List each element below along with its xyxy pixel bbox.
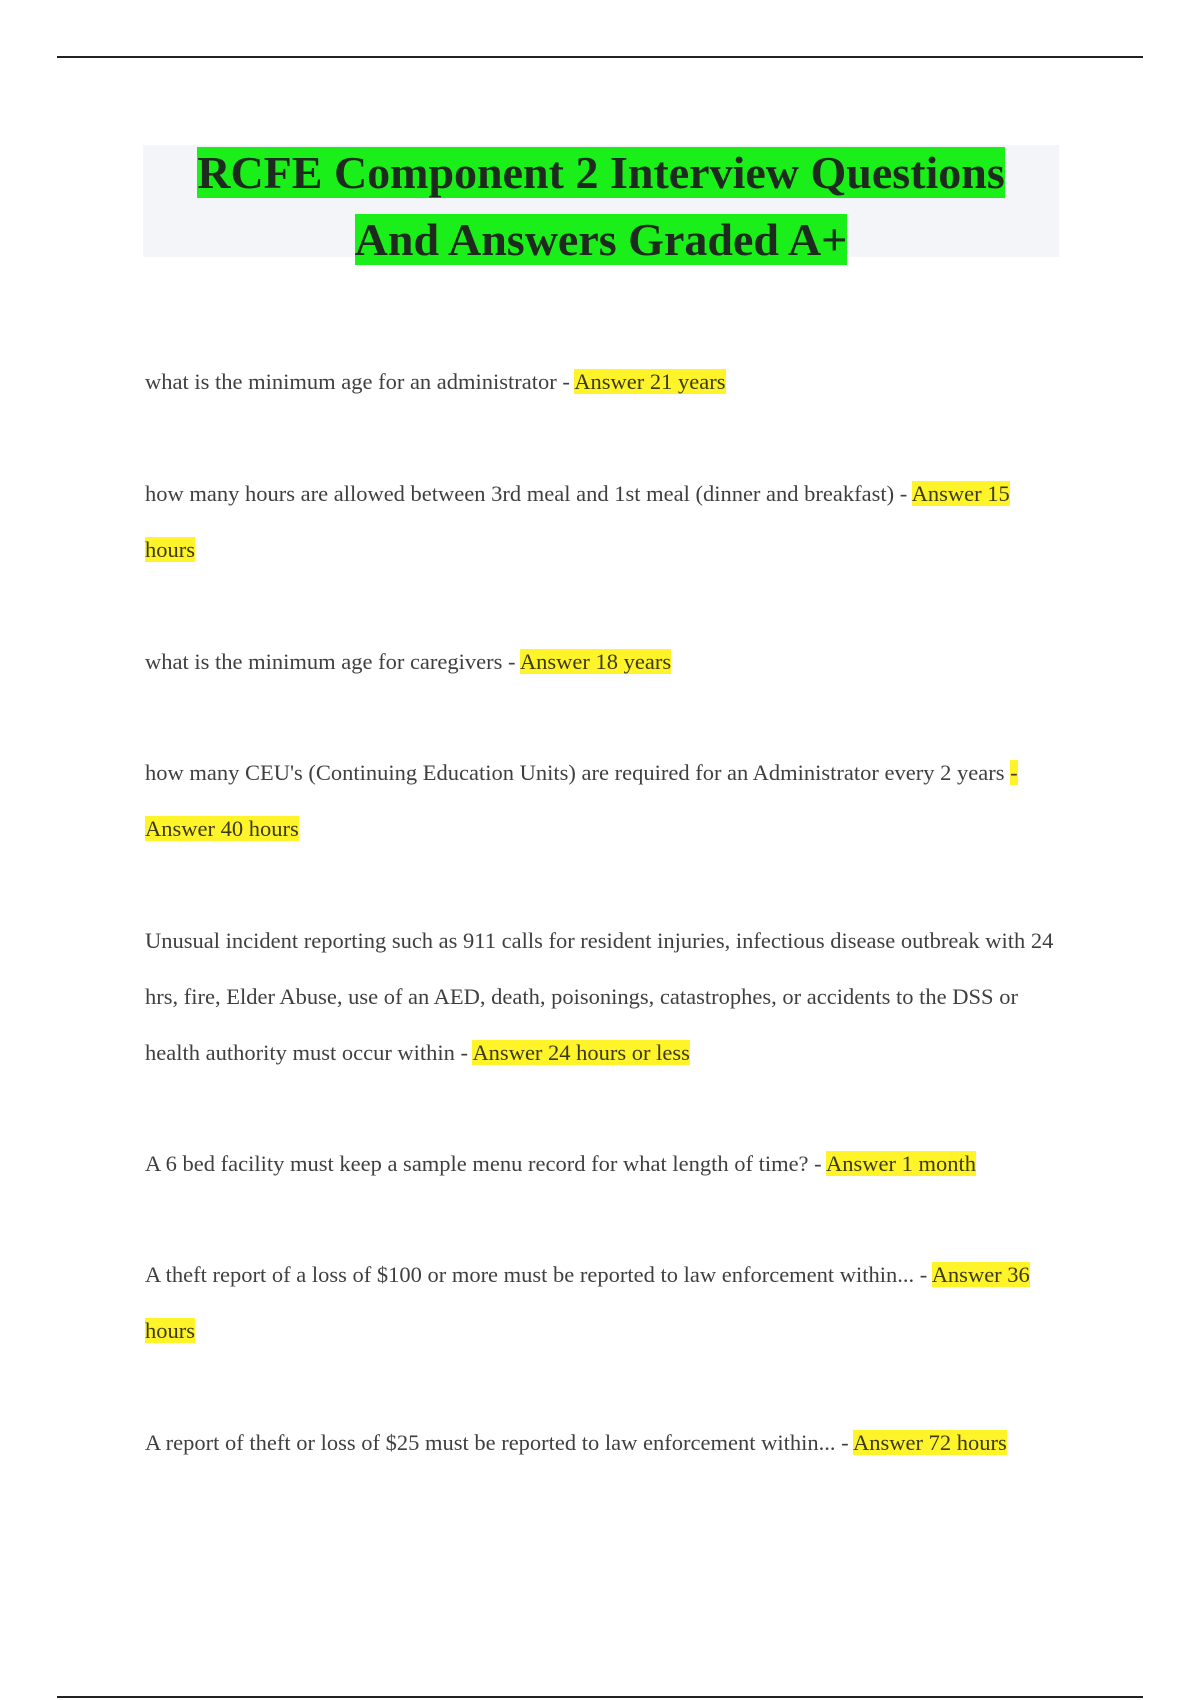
qa-item xyxy=(145,466,1060,578)
question-text: A theft report of a loss of $100 or more must be reported to law enforcement within... - xyxy=(145,1262,932,1287)
qa-item xyxy=(145,913,1060,1081)
bottom-rule xyxy=(57,1696,1143,1698)
answer-text: Answer 72 hours xyxy=(852,1430,1007,1455)
answer-text: Answer 15 hours xyxy=(145,481,1010,562)
question-text: how many hours are allowed between 3rd meal and 1st meal (dinner and breakfast) - xyxy=(145,481,912,506)
question-text: A report of theft or loss of $25 must be reported to law enforcement within... - xyxy=(145,1430,853,1455)
answer-text: Answer 36 hours xyxy=(145,1262,1030,1343)
document-title xyxy=(143,145,1059,265)
title-line-2: And Answers Graded A+ xyxy=(354,214,848,265)
question-text: Unusual incident reporting such as 911 calls for resident injuries, infectious disease outbreak with 24 hrs, fire, Elder Abuse, use of an AED, death, poisonings, catastrophes, or accidents to the DSS or health authority must occur within - xyxy=(145,928,1054,1065)
answer-text: Answer 1 month xyxy=(826,1151,977,1176)
top-rule xyxy=(57,56,1143,58)
answer-text: Answer 21 years xyxy=(574,369,726,394)
title-line-1: RCFE Component 2 Interview Questions xyxy=(197,147,1005,198)
qa-item xyxy=(145,1136,1060,1192)
answer-text: - Answer 40 hours xyxy=(145,760,1018,841)
qa-item xyxy=(145,1247,1060,1359)
question-text: how many CEU's (Continuing Education Units) are required for an Administrator every 2 years xyxy=(145,760,1011,785)
qa-item xyxy=(145,354,1060,410)
question-text: what is the minimum age for caregivers - xyxy=(145,649,520,674)
answer-text: Answer 24 hours or less xyxy=(472,1040,690,1065)
qa-item xyxy=(145,1415,1060,1471)
answer-text: Answer 18 years xyxy=(519,649,672,674)
qa-item xyxy=(145,745,1060,857)
question-text: what is the minimum age for an administrator - xyxy=(145,369,575,394)
qa-item xyxy=(145,634,1060,690)
question-text: A 6 bed facility must keep a sample menu record for what length of time? - xyxy=(145,1151,827,1176)
